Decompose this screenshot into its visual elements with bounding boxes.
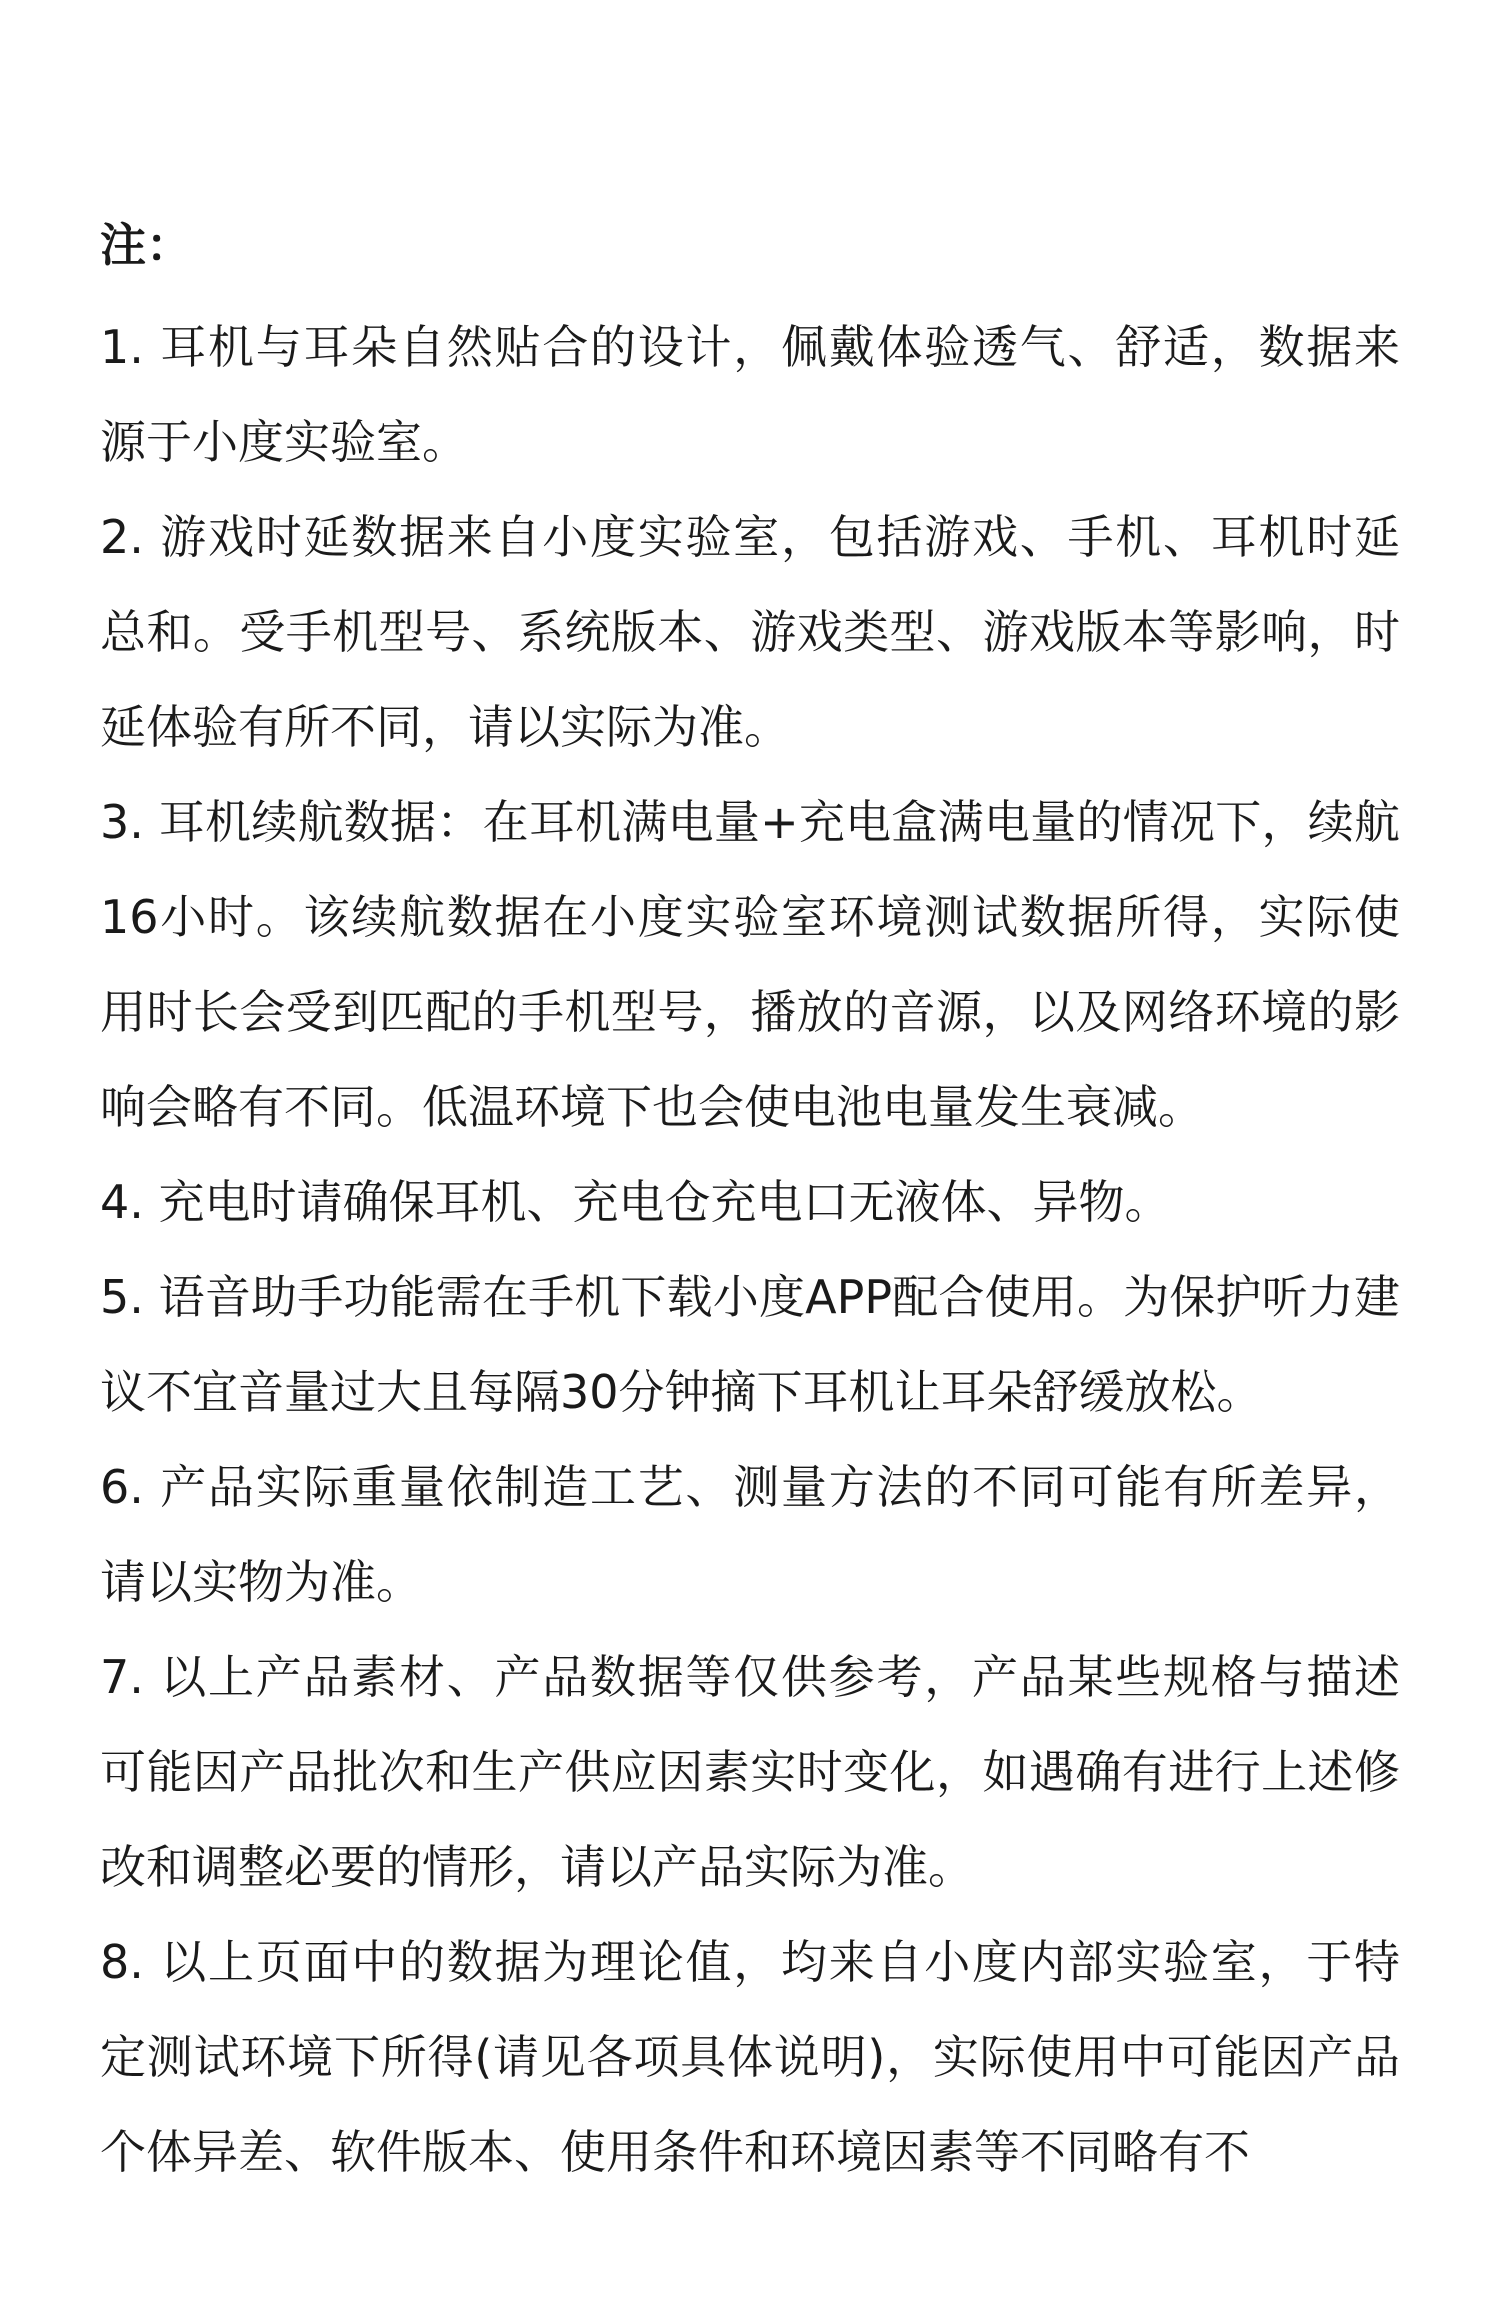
note-item-3: 3. 耳机续航数据：在耳机满电量+充电盒满电量的情况下，续航16小时。该续航数据在小度实验室环境测试数据所得，实际使用时长会受到匹配的手机型号，播放的音源，以及网络环境的影响会略有不同。低温环境下也会使电池电量发生衰减。 — [100, 795, 1400, 1134]
note-item-7: 7. 以上产品素材、产品数据等仅供参考，产品某些规格与描述可能因产品批次和生产供应因素实时变化，如遇确有进行上述修改和调整必要的情形，请以产品实际为准。 — [100, 1650, 1400, 1894]
notes-heading: 注： — [100, 218, 192, 272]
notes-document — [100, 210, 1400, 2200]
note-item-4: 4. 充电时请确保耳机、充电仓充电口无液体、异物。 — [100, 1175, 1171, 1229]
note-item-8: 8. 以上页面中的数据为理论值，均来自小度内部实验室，于特定测试环境下所得(请见各项具体说明)，实际使用中可能因产品个体异差、软件版本、使用条件和环境因素等不同略有不 — [100, 1935, 1400, 2179]
note-item-5: 5. 语音助手功能需在手机下载小度APP配合使用。为保护听力建议不宜音量过大且每隔30分钟摘下耳机让耳朵舒缓放松。 — [100, 1270, 1400, 1419]
note-item-1: 1. 耳机与耳朵自然贴合的设计，佩戴体验透气、舒适，数据来源于小度实验室。 — [100, 320, 1400, 469]
note-item-2: 2. 游戏时延数据来自小度实验室，包括游戏、手机、耳机时延总和。受手机型号、系统版本、游戏类型、游戏版本等影响，时延体验有所不同，请以实际为准。 — [100, 510, 1400, 754]
note-item-6: 6. 产品实际重量依制造工艺、测量方法的不同可能有所差异，请以实物为准。 — [100, 1460, 1400, 1609]
